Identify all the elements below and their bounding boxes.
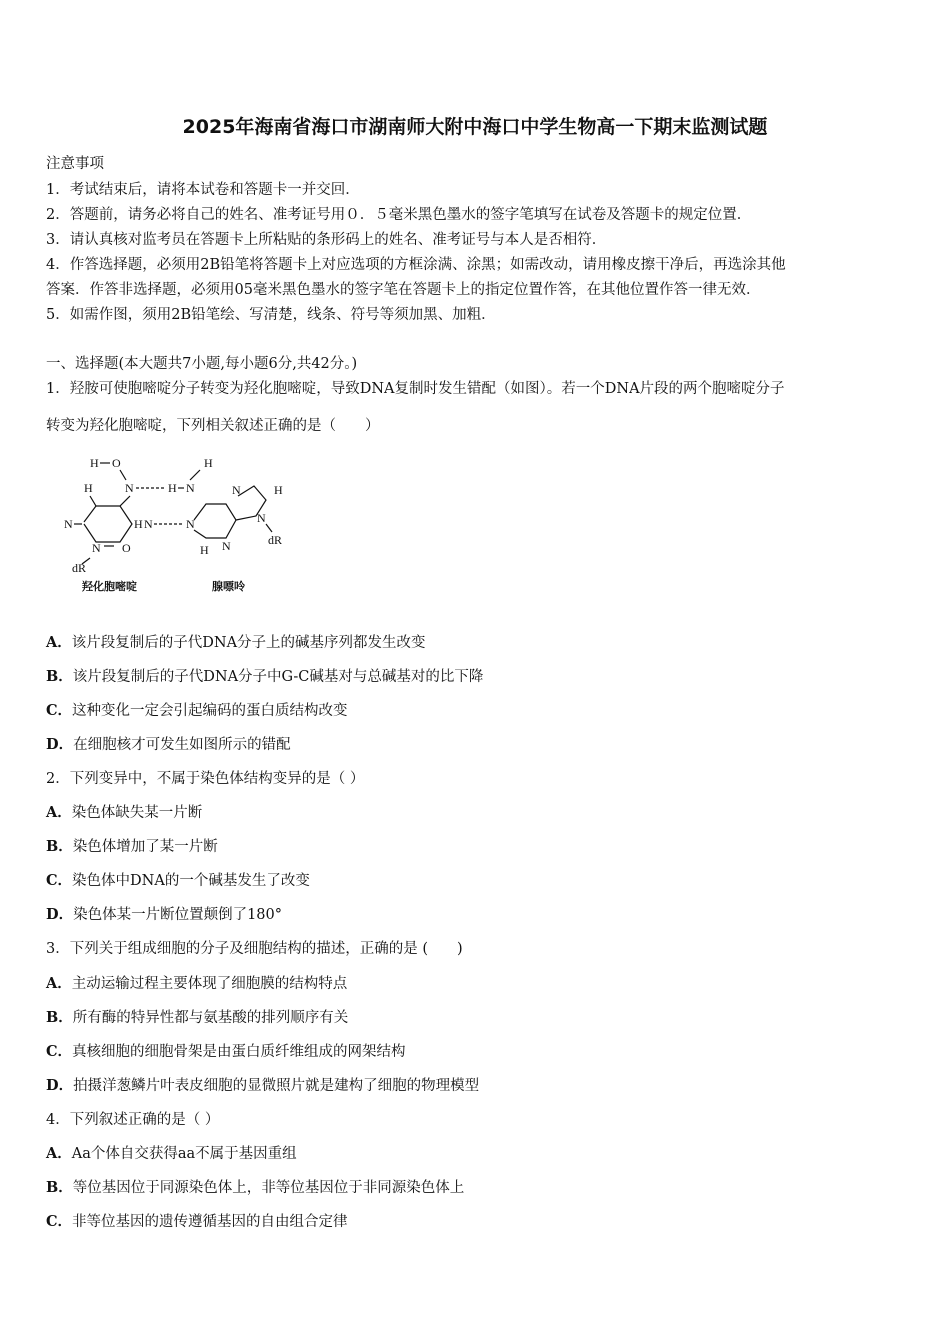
option-key: C． [46, 702, 73, 719]
option-b[interactable] [46, 1176, 464, 1197]
option-key: A． [46, 634, 72, 651]
page-title: 2025年海南省海口市湖南师大附中海口中学生物高一下期末监测试题 [182, 116, 768, 138]
option-text: 染色体某一片断位置颠倒了180° [73, 907, 283, 923]
notice-item: 4．作答选择题，必须用2B铅笔将答题卡上对应选项的方框涂满、涂黑；如需改动，请用橡皮擦干净后，再选涂其他 [46, 257, 786, 273]
option-c[interactable] [46, 869, 310, 890]
option-d[interactable] [46, 903, 282, 924]
option-d[interactable] [46, 1074, 479, 1095]
notice-item: 3．请认真核对监考员在答题卡上所粘贴的条形码上的姓名、准考证号与本人是否相符． [46, 232, 607, 248]
atom-label: N [64, 517, 73, 531]
option-text: 该片段复制后的子代DNA分子中G-C碱基对与总碱基对的比下降 [72, 669, 484, 685]
base-pairing-diagram [60, 450, 300, 600]
option-text: 染色体缺失某一片断 [71, 805, 203, 821]
option-key: D． [46, 1077, 74, 1094]
atom-label: N [232, 483, 241, 497]
question-1-stem-line2: 转变为羟化胞嘧啶，下列相关叙述正确的是（ ） [46, 418, 380, 434]
question-text: 下列关于组成细胞的分子及细胞结构的描述，正确的是 ( ) [69, 941, 463, 957]
question-1-stem [46, 377, 785, 398]
option-text: Aa个体自交获得aa不属于基因重组 [71, 1146, 297, 1162]
option-key: B． [46, 668, 73, 685]
option-a[interactable] [46, 801, 202, 822]
ring-bond [194, 504, 236, 538]
atom-label: N [125, 481, 134, 495]
question-number: 3． [46, 941, 70, 957]
option-key: A． [46, 975, 72, 992]
option-key: A． [46, 1145, 72, 1162]
atom-label: N [222, 539, 231, 553]
ring-bond [84, 506, 132, 542]
atom-label: H [84, 481, 93, 495]
option-d[interactable] [46, 733, 291, 754]
option-text: 非等位基因的遗传遵循基因的自由组合定律 [72, 1214, 348, 1230]
question-number: 2． [46, 771, 70, 787]
notice-heading: 注意事项 [46, 156, 104, 172]
question-text: 下列变异中，不属于染色体结构变异的是（ ） [69, 771, 365, 787]
bond [266, 524, 272, 532]
option-c[interactable] [46, 699, 348, 720]
option-b[interactable] [46, 835, 218, 856]
option-a[interactable] [46, 631, 426, 652]
question-text: 羟胺可使胞嘧啶分子转变为羟化胞嘧啶，导致DNA复制时发生错配（如图）。若一个DNA片段的两个胞嘧啶分子 [69, 381, 785, 397]
atom-label: N [186, 481, 195, 495]
option-b[interactable] [46, 1006, 348, 1027]
option-text: 该片段复制后的子代DNA分子上的碱基序列都发生改变 [71, 635, 426, 651]
atom-label: H [134, 517, 143, 531]
option-text: 主动运输过程主要体现了细胞膜的结构特点 [71, 976, 348, 992]
option-text: 拍摄洋葱鳞片叶表皮细胞的显微照片就是建构了细胞的物理模型 [73, 1078, 480, 1094]
option-text: 所有酶的特异性都与氨基酸的排列顺序有关 [72, 1010, 349, 1026]
atom-label: H [168, 481, 177, 495]
option-a[interactable] [46, 1142, 297, 1163]
bond [120, 470, 126, 480]
section-heading: 一、选择题(本大题共7小题,每小题6分,共42分。) [46, 356, 358, 372]
atom-label: N [186, 517, 195, 531]
option-text: 真核细胞的细胞骨架是由蛋白质纤维组成的网架结构 [72, 1044, 406, 1060]
notice-item: 1．考试结束后，请将本试卷和答题卡一并交回． [46, 182, 360, 198]
option-text: 染色体增加了某一片断 [72, 839, 218, 855]
option-a[interactable] [46, 972, 347, 993]
atom-label: N [144, 517, 153, 531]
atom-label: H [274, 483, 283, 497]
option-key: C． [46, 872, 73, 889]
option-text: 等位基因位于同源染色体上，非等位基因位于非同源染色体上 [72, 1180, 465, 1196]
option-key: D． [46, 906, 74, 923]
atom-label: H [204, 456, 213, 470]
notice-item: 2．答题前，请务必将自己的姓名、准考证号用０．５毫米黑色墨水的签字笔填写在试卷及答题卡的规定位置． [46, 207, 752, 223]
atom-label: O [122, 541, 131, 555]
question-number: 4． [46, 1112, 70, 1128]
option-c[interactable] [46, 1210, 348, 1231]
option-key: B． [46, 1009, 73, 1026]
notice-item: 答案．作答非选择题，必须用05毫米黑色墨水的签字笔在答题卡上的指定位置作答，在其他位置作答一律无效． [46, 282, 761, 298]
option-key: C． [46, 1043, 73, 1060]
question-3-stem [46, 937, 463, 958]
ring-bond [90, 496, 130, 506]
left-molecule-caption: 羟化胞嘧啶 [82, 580, 137, 593]
right-molecule-caption: 腺嘌呤 [212, 580, 245, 593]
atom-label: N [92, 541, 101, 555]
option-text: 染色体中DNA的一个碱基发生了改变 [72, 873, 310, 889]
option-text: 在细胞核才可发生如图所示的错配 [73, 737, 291, 753]
atom-label: dR [268, 533, 283, 547]
option-key: C． [46, 1213, 73, 1230]
atom-label: H [200, 543, 209, 557]
question-2-stem [46, 767, 364, 788]
option-key: A． [46, 804, 72, 821]
atom-label: O [112, 456, 121, 470]
question-number: 1． [46, 381, 70, 397]
atom-label: N [257, 511, 266, 525]
option-key: D． [46, 736, 74, 753]
option-text: 这种变化一定会引起编码的蛋白质结构改变 [72, 703, 348, 719]
question-text: 下列叙述正确的是（ ） [69, 1112, 220, 1128]
atom-label: dR [72, 561, 87, 575]
option-c[interactable] [46, 1040, 406, 1061]
option-key: B． [46, 1179, 73, 1196]
bond [84, 506, 96, 522]
option-key: B． [46, 838, 73, 855]
atom-label: H [90, 456, 99, 470]
notice-item: 5．如需作图，须用2B铅笔绘、写清楚，线条、符号等须加黑、加粗． [46, 307, 496, 323]
bond [190, 470, 200, 480]
question-4-stem [46, 1108, 219, 1129]
option-b[interactable] [46, 665, 483, 686]
